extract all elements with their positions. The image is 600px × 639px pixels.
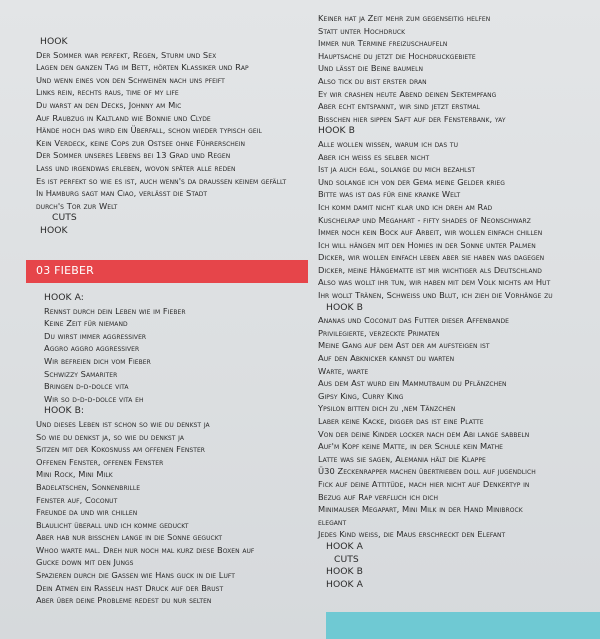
lyric-line: Links rein, rechts raus, time of my life [36, 87, 179, 98]
accent-block [326, 612, 600, 639]
lyric-line: Gipsy King, Curry King [318, 390, 404, 401]
lyric-line: Kein Verdeck, keine Cops zur Ostsee ohne Führerschein [36, 137, 246, 148]
lyric-line: Und wenn eines von den Schweinen nach uns pfeift [36, 74, 225, 85]
lyric-line: Minimauser Megapart, Mini Milk in der Hand Minibrock [318, 504, 523, 515]
lyric-line: Der Sommer unseres Lebens bei 13 Grad und Regen [36, 150, 231, 161]
lyric-line: Offenen Fenster, offenen Fenster [36, 456, 164, 467]
lyric-line: Laber keine Kacke, digger das ist eine Platte [318, 416, 484, 426]
lyric-line: Dicker, meine Hängematte ist mir wichtiger als Deutschland [318, 264, 542, 275]
lyric-line: Jedes Kind weiss, die Maus erschreckt den Elefant [318, 529, 506, 540]
lyric-line: Keine Zeit für niemand [44, 318, 128, 329]
lyric-line: HOOK [40, 224, 68, 236]
lyric-line: Und lässt die Beine baumeln [318, 63, 424, 74]
lyric-line: Bisschen hier sippen Saft auf der Fensterbank, yay [318, 113, 506, 124]
lyric-line: Lass und irgendwas erleben, wovon später alle reden [36, 162, 236, 173]
lyric-line: Badelatschen, Sonnenbrille [36, 481, 141, 492]
lyric-line: Auf Raubzug in Kaltland wie Bonnie und Clyde [36, 112, 211, 123]
lyric-line: Immer noch kein Bock auf Arbeit, wir wollen einfach chillen [318, 227, 543, 238]
lyric-line: Wir befreien dich vom Fieber [44, 355, 151, 366]
lyric-line: Aber hab nur bisschen lange in die Sonne geguckt [36, 532, 223, 543]
lyric-line: HOOK A [326, 578, 363, 590]
lyric-line: Freunde da und wir chillen [36, 507, 138, 518]
lyric-line: Aus dem Ast wurd ein Mammutbaum du Pflänzchen [318, 378, 507, 389]
lyric-line: HOOK B [326, 566, 363, 578]
lyric-line: Mini Rock, Mini Milk [36, 469, 113, 480]
lyric-line: Du wirst immer aggressiver [44, 330, 147, 341]
lyric-line: Und solange ich von der Gema meine Gelder krieg [318, 176, 505, 187]
lyric-line: Dein Atmen ein Rasseln hast Druck auf der Brust [36, 582, 224, 593]
lyric-line: Hände hoch das wird ein Überfall, schon wieder typisch geil [36, 125, 262, 136]
lyric-line: Warte, warte [318, 365, 369, 376]
lyric-line: Ypsilon bitten dich zu ,nem Tänzchen [318, 403, 456, 414]
lyric-line: Aber über deine Probleme redest du nur selten [36, 595, 212, 606]
lyric-line: Wir so d-d-d-dolce vita eh [44, 393, 144, 404]
lyric-line: Bezug auf Rap verfluch ich dich [318, 491, 439, 502]
lyric-line: HOOK A: [44, 292, 84, 303]
lyric-line: HOOK [40, 36, 68, 47]
lyric-line: Spazieren durch die Gassen wie Hans guck in die Luft [36, 570, 236, 581]
lyric-line: Ananas und Coconut das Futter dieser Affenbande [318, 315, 510, 326]
lyric-line: Also tick du bist erster dran [318, 75, 427, 86]
lyric-line: HOOK B [318, 125, 355, 137]
lyric-line: Fenster auf, Coconut [36, 494, 118, 505]
lyric-line: Ü30 Zeckenrapper machen übertrieben doll auf jugendlich [318, 466, 536, 477]
lyric-line: Sitzen mit der Kokosnuss am offenen Fenster [36, 444, 206, 455]
lyric-line: Whoo warte mal. Dreh nur noch mal kurz diese Boxen auf [36, 544, 255, 555]
lyric-line: Ey wir crashen heute Abend deinen Sektempfang [318, 88, 497, 99]
lyric-line: Auf'm Kopf keine Matte, in der Schule kein Mathe [318, 441, 504, 452]
track-banner [26, 260, 308, 283]
lyric-line: Hauptsache du jetzt die Hochdruckgebiete [318, 50, 476, 61]
lyric-line: Auf den Abknicker kannst du warten [318, 353, 455, 364]
lyric-line: Rennst durch dein Leben wie im Fieber [44, 305, 186, 316]
lyric-line: HOOK A [326, 540, 363, 552]
lyric-line: Lagen den ganzen Tag im Bett, hörten Klassiker und Rap [36, 62, 249, 73]
lyric-line: HOOK B [326, 301, 363, 313]
lyric-line: Gucke down mit den Jungs [36, 557, 134, 568]
lyric-line: Also was wollt ihr tun, wir haben mit dem Volk nichts am Hut [318, 277, 551, 288]
lyric-line: Aber echt entspannt, wir sind jetzt erstmal [318, 101, 480, 112]
lyric-line: In Hamburg sagt man Ciao, verlässt die Stadt [36, 188, 208, 199]
lyric-line: durch's Tor zur Welt [36, 200, 118, 211]
lyric-line: Aber ich weiss es selber nicht [318, 151, 430, 162]
lyrics-column-left-top [36, 36, 308, 238]
lyric-line: Fick auf deine Attitüde, mach hier nicht auf Denkertyp in [318, 478, 530, 489]
lyric-line: Bringen d-d-dolce vita [44, 381, 129, 392]
lyric-line: So wie du denkst ja, so wie du denkst ja [36, 431, 185, 442]
lyric-line: Privilegierte, verzeckte Primaten [318, 327, 440, 338]
lyric-line: Ihr wollt Tränen, Schweiss und Blut, ich zieh die Vorhänge zu [318, 290, 553, 301]
track-title: 03 FIEBER [36, 264, 94, 277]
lyric-line: Und dieses Leben ist schon so wie du denkst ja [36, 418, 210, 429]
lyric-line: Von der deine Kinder locker nach dem Abi lange sabbeln [318, 428, 530, 439]
lyric-line: Es ist perfekt so wie es ist, auch wenn's da draussen keinem gefällt [36, 175, 287, 186]
lyric-line: Aggro aggro aggressiver [44, 343, 140, 354]
lyric-line: Alle wollen wissen, warum ich das tu [318, 138, 459, 149]
lyric-line: Latte was sie sagen, Alemania hält die Klappe [318, 453, 486, 464]
lyric-line: elegant [318, 516, 347, 527]
lyrics-column-left-bottom [36, 292, 308, 607]
lyric-line: Du warst an den Decks, Johnny am Mic [36, 99, 182, 110]
lyric-line: Der Sommer war perfekt, Regen, Sturm und Sex [36, 49, 217, 60]
lyric-line: Meine Gang auf dem Ast der am aufsteigen ist [318, 340, 490, 351]
lyrics-column-right [318, 12, 600, 591]
lyric-line: Ich will hängen mit den Homies in der Sonne unter Palmen [318, 239, 536, 250]
lyric-line: Statt unter Hochdruck [318, 25, 406, 36]
lyric-line: CUTS [52, 212, 77, 224]
lyric-line: CUTS [334, 553, 359, 565]
lyric-line: Bitte was ist das für eine kranke Welt [318, 189, 461, 200]
lyric-line: Blaulicht überall und ich komme geduckt [36, 519, 189, 530]
lyric-line: Dicker, wir wollen einfach leben aber sie haben was dagegen [318, 252, 545, 263]
lyric-line: HOOK B: [44, 405, 85, 417]
lyric-line: Ist ja auch egal, solange du mich bezahlst [318, 164, 476, 175]
lyric-line: Schwizzy Samariter [44, 368, 118, 379]
lyric-line: Kuschelrap und Megahart - fifty shades of Neonschwarz [318, 214, 531, 225]
lyric-line: Ich komm damit nicht klar und ich dreh am Rad [318, 201, 493, 212]
lyric-line: Immer nur Termine freizuschaufeln [318, 38, 448, 49]
lyric-line: Keiner hat ja Zeit mehr zum gegenseitig helfen [318, 13, 491, 23]
